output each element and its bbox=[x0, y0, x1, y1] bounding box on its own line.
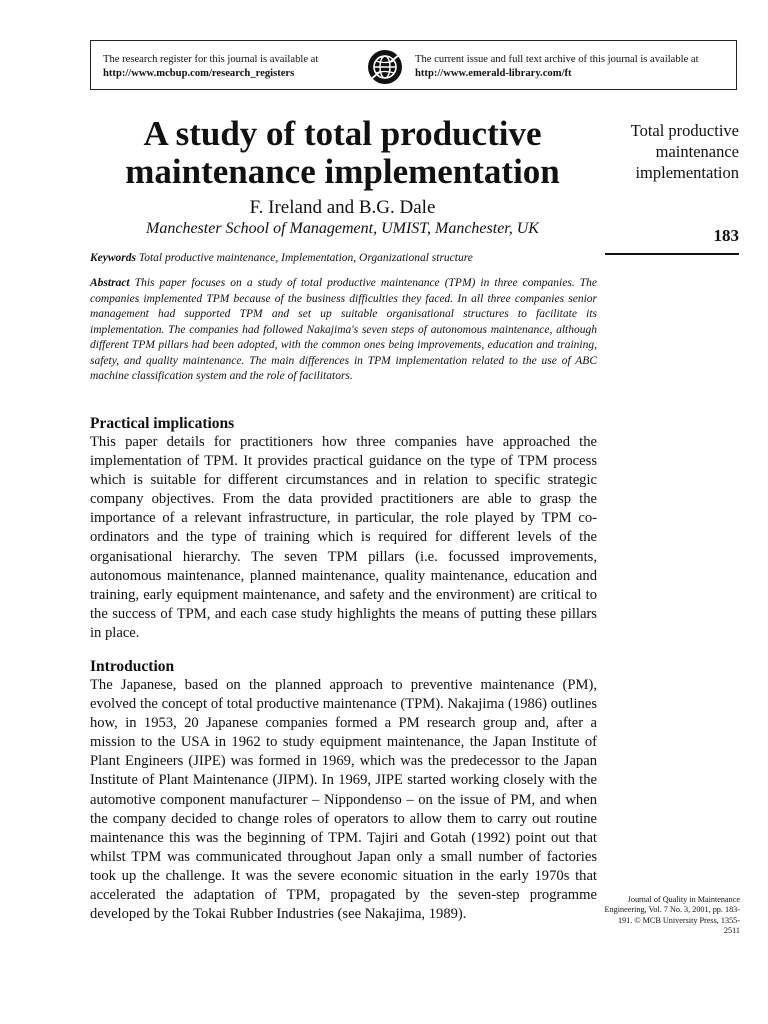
keywords-text: Total productive maintenance, Implementation, Organizational structure bbox=[138, 252, 473, 264]
abstract-label: Abstract bbox=[90, 277, 130, 289]
research-register-text: The research register for this journal is available at bbox=[103, 54, 319, 65]
keywords-label: Keywords bbox=[90, 252, 136, 264]
abstract bbox=[90, 276, 597, 385]
page-number: 183 bbox=[713, 226, 739, 245]
full-text-archive-notice bbox=[415, 53, 735, 81]
article-affiliation: Manchester School of Management, UMIST, Manchester, UK bbox=[146, 220, 539, 237]
full-text-archive-link[interactable]: http://www.emerald-library.com/ft bbox=[415, 68, 572, 79]
abstract-text: This paper focuses on a study of total productive maintenance (TPM) in three companies. The companies implemented TPM because of the business difficulties they faced. In all three companies senior management had supported TPM and set up suitable organisational structures to facilitate its implementation. The companies had followed Nakajima's seven steps of autonomous maintenance, although different TPM pillars had been adopted, with the common ones being improvements, education and training, safety, and quality maintenance. The main differences in TPM implementation related to the use of ABC machine classification system and the role of facilitators. bbox=[90, 277, 597, 382]
header-banner bbox=[90, 40, 737, 90]
article-title: A study of total productive maintenance implementation bbox=[125, 114, 560, 191]
article-authors: F. Ireland and B.G. Dale bbox=[249, 197, 436, 218]
research-register-notice bbox=[103, 53, 358, 81]
introduction-heading: Introduction bbox=[90, 658, 175, 675]
journal-citation: Journal of Quality in Maintenance Engineering, Vol. 7 No. 3, 2001, pp. 183-191. © MCB University Press, 1355-2511 bbox=[604, 895, 740, 936]
sidebar-divider bbox=[605, 253, 739, 255]
globe-icon bbox=[367, 49, 403, 85]
introduction-text: The Japanese, based on the planned approach to preventive maintenance (PM), evolved the concept of total productive maintenance (TPM). Nakajima (1986) outlines how, in 1953, 20 Japanese companies formed a PM research group and, after a mission to the USA in 1962 to study equipment maintenance, the Japan Institute of Plant Engineers (JIPE) was formed in 1969, which was the predecessor to the Japan Institute of Plant Maintenance (JIPM). In 1969, JIPE started working closely with the automotive component manufacturer – Nippondenso – on the issue of PM, and when the company decided to change roles of operators to allow them to carry out routine maintenance this was the beginning of TPM. Tajiri and Gotah (1992) point out that whilst TPM was communicated throughout Japan only a small number of factories took up the challenge. It was the severe economic situation in the early 1970s that accelerated the adaptation of TPM, propagated by the seven-step programme developed by the Tokai Rubber Industries (see Nakajima, 1989). bbox=[90, 677, 597, 923]
practical-implications-text: This paper details for practitioners how three companies have approached the implementation of TPM. It provides practical guidance on the type of TPM process which is suitable for different circumstances and in relation to specific strategic company objectives. From the data provided practitioners are able to grasp the importance of a relevant infrastructure, in particular, the role played by TPM co-ordinators and the type of training which is required for different levels of the organisational hierarchy. The seven TPM pillars (i.e. focussed improvements, autonomous maintenance, planned maintenance, quality maintenance, education and training, early equipment maintenance, and safety and the environment) are critical to the success of TPM, and each case study highlights the means of putting these pillars in place. bbox=[90, 434, 597, 641]
running-title: Total productive maintenance implementation bbox=[630, 121, 739, 182]
keywords bbox=[90, 251, 595, 266]
full-text-archive-text: The current issue and full text archive of this journal is available at bbox=[415, 54, 699, 65]
research-register-link[interactable]: http://www.mcbup.com/research_registers bbox=[103, 68, 295, 79]
practical-implications-heading: Practical implications bbox=[90, 415, 235, 432]
